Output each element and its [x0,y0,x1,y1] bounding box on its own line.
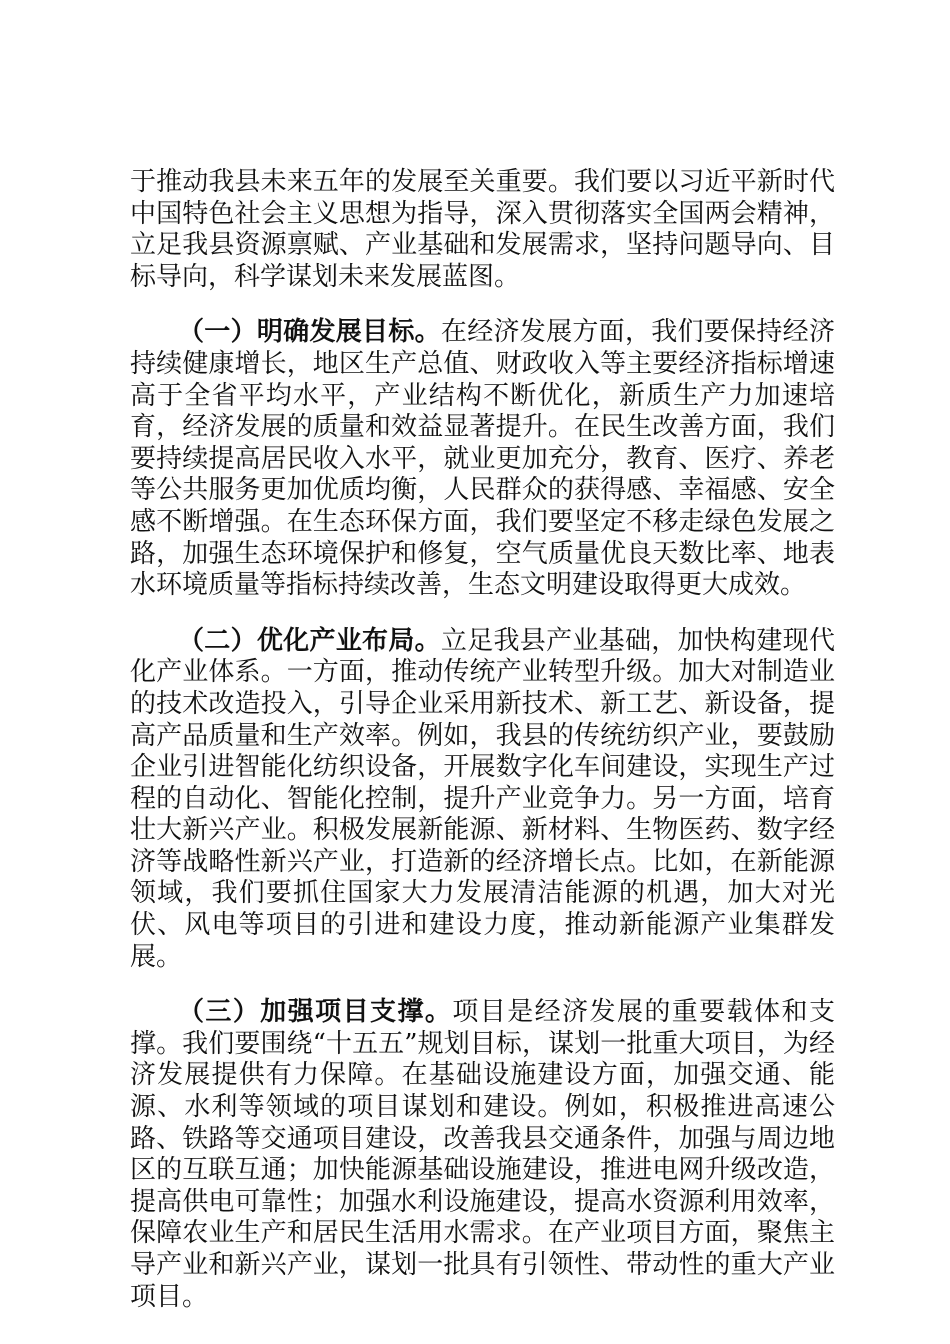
paragraph-intro [130,167,835,293]
paragraph-projects [130,997,835,1313]
document-page [130,167,835,1313]
paragraph-text: 在经济发展方面，我们要保持经济持续健康增长，地区生产总值、财政收入等主要经济指标增速高于全省平均水平，产业结构不断优化，新质生产力加速培育，经济发展的质量和效益显著提升。在民生改善方面，我们要持续提高居民收入水平，就业更加充分，教育、医疗、养老等公共服务更加优质均衡，人民群众的获得感、幸福感、安全感不断增强。在生态环保方面，我们要坚定不移走绿色发展之路，加强生态环境保护和修复，空气质量优良天数比率、地表水环境质量等指标持续改善，生态文明建设取得更大成效。 [130,317,835,601]
paragraph-goals [130,317,835,601]
paragraph-text: 项目是经济发展的重要载体和支撑。我们要围绕“十五五”规划目标，谋划一批重大项目，为经济发展提供有力保障。在基础设施建设方面，加强交通、能源、水利等领域的项目谋划和建设。例如，积极推进高速公路、铁路等交通项目建设，改善我县交通条件，加强与周边地区的互联互通；加快能源基础设施建设，推进电网升级改造，提高供电可靠性；加强水利设施建设，提高水资源利用效率，保障农业生产和居民生活用水需求。在产业项目方面，聚焦主导产业和新兴产业，谋划一批具有引领性、带动性的重大产业项目。 [130,997,835,1312]
paragraph-industry [130,626,835,974]
paragraph-text: 于推动我县未来五年的发展至关重要。我们要以习近平新时代中国特色社会主义思想为指导，深入贯彻落实全国两会精神，立足我县资源禀赋、产业基础和发展需求，坚持问题导向、目标导向，科学谋划未来发展蓝图。 [130,167,835,292]
section-heading-industry: （二）优化产业布局。 [178,625,441,656]
paragraph-text: 立足我县产业基础，加快构建现代化产业体系。一方面，推动传统产业转型升级。加大对制造业的技术改造投入，引导企业采用新技术、新工艺、新设备，提高产品质量和生产效率。例如，我县的传统纺织产业，要鼓励企业引进智能化纺织设备，开展数字化车间建设，实现生产过程的自动化、智能化控制，提升产业竞争力。另一方面，培育壮大新兴产业。积极发展新能源、新材料、生物医药、数字经济等战略性新兴产业，打造新的经济增长点。比如，在新能源领域，我们要抓住国家大力发展清洁能源的机遇，加大对光伏、风电等项目的引进和建设力度，推动新能源产业集群发展。 [130,625,835,972]
section-heading-projects: （三）加强项目支撑。 [178,997,453,1028]
section-heading-goals: （一）明确发展目标。 [178,317,441,348]
